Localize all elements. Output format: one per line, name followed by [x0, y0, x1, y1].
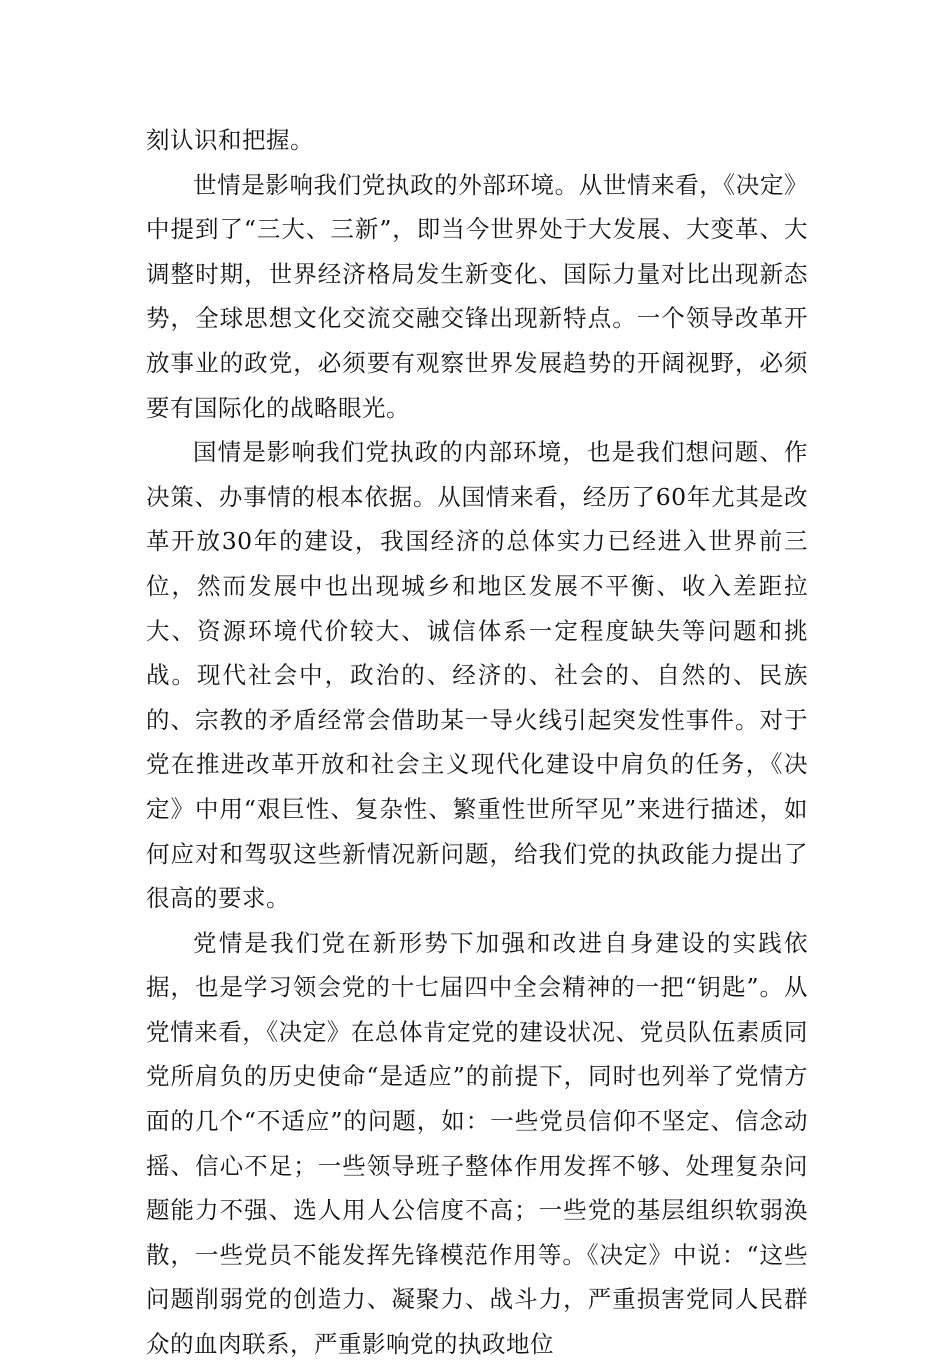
paragraph-party-situation: 党情是我们党在新形势下加强和改进自身建设的实践依据，也是学习领会党的十七届四中全会精神的一把“钥匙”。从党情来看，《决定》在总体肯定党的建设状况、党员队伍素质同党所肩负的历史使命“是适应”的前提下，同时也列举了党情方面的几个“不适应”的问题，如：一些党员信仰不坚定、信念动摇、信心不足；一些领导班子整体作用发挥不够、处理复杂问题能力不强、选人用人公信度不高；一些党的基层组织软弱涣散，一些党员不能发挥先锋模范作用等。《决定》中说：“这些问题削弱党的创造力、凝聚力、战斗力，严重损害党同人民群众的血肉联系，严重影响党的执政地位 [146, 928, 808, 1359]
paragraph-continuation: 刻认识和把握。 [146, 126, 314, 154]
paragraph-world-situation: 世情是影响我们党执政的外部环境。从世情来看，《决定》中提到了“三大、三新”，即当今世界处于大发展、大变革、大调整时期，世界经济格局发生新变化、国际力量对比出现新态势，全球思想文化交流交融交锋出现新特点。一个领导改革开放事业的政党，必须要有观察世界发展趋势的开阔视野，必须要有国际化的战略眼光。 [146, 170, 808, 422]
paragraph-national-situation: 国情是影响我们党执政的内部环境，也是我们想问题、作决策、办事情的根本依据。从国情来看，经历了60年尤其是改革开放30年的建设，我国经济的总体实力已经进入世界前三位，然而发展中也出现城乡和地区发展不平衡、收入差距拉大、资源环境代价较大、诚信体系一定程度缺失等问题和挑战。现代社会中，政治的、经济的、社会的、自然的、民族的、宗教的矛盾经常会借助某一导火线引起突发性事件。对于党在推进改革开放和社会主义现代化建设中肩负的任务，《决定》中用“艰巨性、复杂性、繁重性世所罕见”来进行描述，如何应对和驾驭这些新情况新问题，给我们党的执政能力提出了很高的要求。 [146, 438, 808, 913]
document-page [146, 118, 808, 1367]
